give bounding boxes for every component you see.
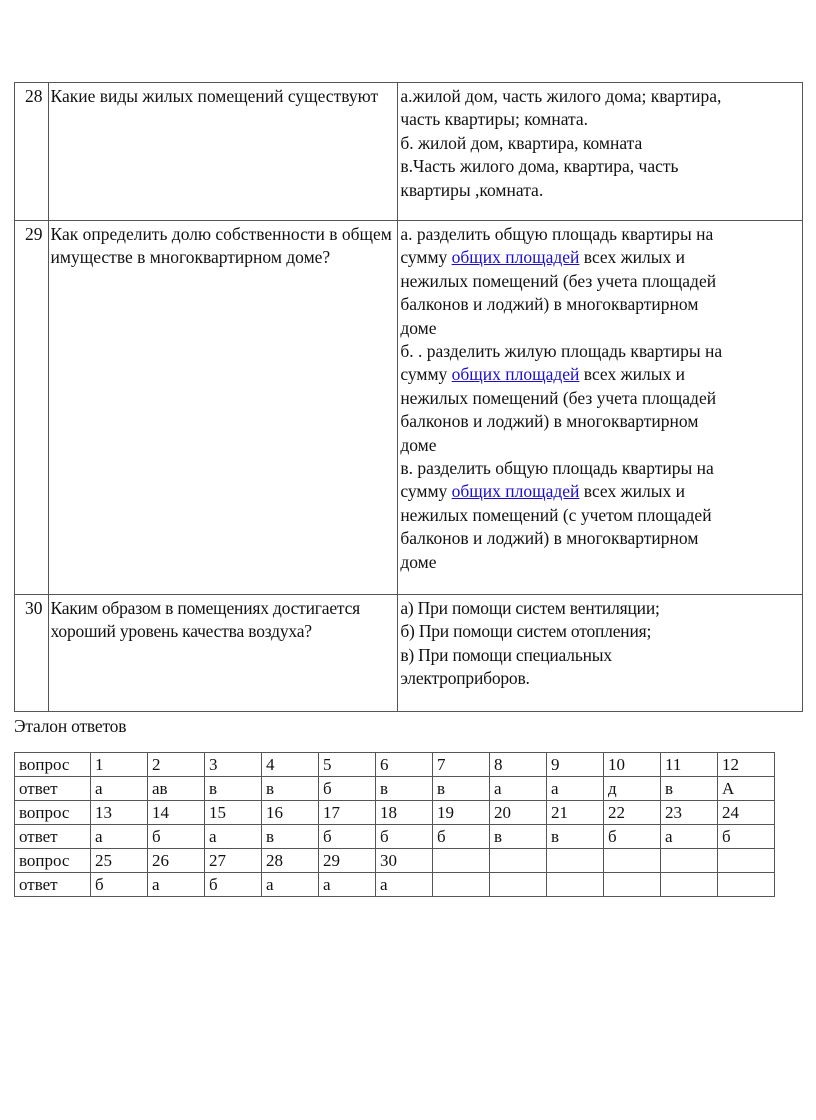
answer-key-cell: 14	[148, 801, 205, 825]
answer-key-cell: а	[661, 825, 718, 849]
answer-key-cell: д	[604, 777, 661, 801]
answer-key-cell: 1	[91, 753, 148, 777]
answer-key-cell: 8	[490, 753, 547, 777]
answer-key-cell: 18	[376, 801, 433, 825]
row-label: ответ	[15, 825, 91, 849]
answer-key-cell: б	[376, 825, 433, 849]
question-row-28	[15, 83, 803, 221]
answer-key-row	[15, 753, 775, 777]
question-number: 28	[15, 83, 49, 221]
answer-key-cell: 23	[661, 801, 718, 825]
answer-key-cell	[490, 873, 547, 897]
answer-line: электроприборов.	[400, 668, 530, 689]
option-b-line: доме	[400, 434, 437, 455]
answer-key-cell: 15	[205, 801, 262, 825]
answer-key-cell: 16	[262, 801, 319, 825]
answer-options	[398, 221, 803, 595]
answer-key-cell: в	[490, 825, 547, 849]
question-row-30	[15, 595, 803, 712]
text: всех жилых и	[579, 364, 686, 385]
answer-key-cell: б	[91, 873, 148, 897]
question-number: 30	[15, 595, 49, 712]
row-label: ответ	[15, 873, 91, 897]
option-c-line: доме	[400, 551, 437, 572]
answer-key-cell: б	[718, 825, 775, 849]
answer-key-cell: 4	[262, 753, 319, 777]
answer-key-cell: в	[547, 825, 604, 849]
answer-key-cell: А	[718, 777, 775, 801]
answer-key-cell: 12	[718, 753, 775, 777]
answer-line: в) При помощи специальных	[400, 644, 612, 665]
option-b-line: нежилых помещений (без учета площадей	[400, 387, 717, 408]
answer-key-cell: 20	[490, 801, 547, 825]
answer-options	[398, 83, 803, 221]
answer-key-row	[15, 873, 775, 897]
answer-key-cell: ав	[148, 777, 205, 801]
answer-key-cell: в	[661, 777, 718, 801]
option-c-line: нежилых помещений (с учетом площадей	[400, 504, 712, 525]
question-row-29	[15, 221, 803, 595]
answer-key-cell: а	[319, 873, 376, 897]
answer-key-cell: 2	[148, 753, 205, 777]
answer-key-cell: 10	[604, 753, 661, 777]
answer-key-cell: 5	[319, 753, 376, 777]
option-b-line	[400, 363, 800, 386]
answer-key-cell	[547, 873, 604, 897]
answer-key-cell: б	[319, 777, 376, 801]
option-c-line	[400, 480, 800, 503]
answer-key-cell: 7	[433, 753, 490, 777]
answer-line: б. жилой дом, квартира, комната	[400, 132, 643, 153]
answer-key-cell: а	[91, 777, 148, 801]
question-text: Какие виды жилых помещений существуют	[48, 83, 398, 221]
option-a-line: а. разделить общую площадь квартиры на	[400, 224, 714, 244]
answer-key-row	[15, 849, 775, 873]
answer-key-cell: в	[433, 777, 490, 801]
common-areas-link[interactable]: общих площадей	[451, 247, 580, 268]
answer-line: квартиры ,комната.	[400, 179, 544, 200]
answer-key-cell	[661, 873, 718, 897]
text: сумму	[400, 247, 452, 268]
answer-line: б) При помощи систем отопления;	[400, 621, 652, 642]
answer-key-cell: 30	[376, 849, 433, 873]
answer-line: часть квартиры; комната.	[400, 109, 589, 130]
answer-key-cell: 24	[718, 801, 775, 825]
answer-key-cell: 29	[319, 849, 376, 873]
answer-key-table	[14, 752, 775, 897]
answer-options	[398, 595, 803, 712]
answer-key-cell: б	[604, 825, 661, 849]
answer-key-cell: 21	[547, 801, 604, 825]
answer-key-cell	[718, 873, 775, 897]
answer-key-cell: а	[262, 873, 319, 897]
questions-table	[14, 82, 803, 712]
answer-key-cell: 3	[205, 753, 262, 777]
answer-key-cell	[433, 849, 490, 873]
answer-key-cell: 13	[91, 801, 148, 825]
answer-key-cell: 11	[661, 753, 718, 777]
answer-key-cell	[661, 849, 718, 873]
option-a-line: нежилых помещений (без учета площадей	[400, 270, 717, 291]
text: всех жилых и	[579, 481, 686, 502]
option-c-line: балконов и лоджий) в многоквартирном	[400, 528, 699, 549]
option-c-line: в. разделить общую площадь квартиры на	[400, 458, 714, 479]
answer-key-cell: 25	[91, 849, 148, 873]
text: сумму	[400, 364, 452, 385]
option-a-line: доме	[400, 317, 437, 338]
answer-key-cell	[604, 873, 661, 897]
question-number: 29	[15, 221, 49, 595]
answer-key-row	[15, 825, 775, 849]
text: всех жилых и	[579, 247, 686, 268]
answer-key-cell: а	[91, 825, 148, 849]
question-text: Каким образом в помещениях достигается хороший уровень качества воздуха?	[48, 595, 398, 712]
answer-line: а.жилой дом, часть жилого дома; квартира,	[400, 86, 722, 106]
answer-line: а) При помощи систем вентиляции;	[400, 598, 660, 618]
answer-key-cell: б	[319, 825, 376, 849]
answer-key-cell: 27	[205, 849, 262, 873]
answer-key-cell: б	[148, 825, 205, 849]
answer-key-cell: б	[433, 825, 490, 849]
answer-key-cell: б	[205, 873, 262, 897]
option-a-line	[400, 246, 800, 269]
answer-key-heading: Эталон ответов	[14, 716, 127, 736]
answer-key-cell: а	[376, 873, 433, 897]
answer-key-cell: 28	[262, 849, 319, 873]
row-label: вопрос	[15, 753, 91, 777]
answer-key-cell: а	[547, 777, 604, 801]
answer-key-cell: в	[376, 777, 433, 801]
answer-key-cell	[718, 849, 775, 873]
text: сумму	[400, 481, 452, 502]
answer-key-cell: а	[490, 777, 547, 801]
answer-key-cell	[547, 849, 604, 873]
answer-key-cell: 26	[148, 849, 205, 873]
answer-key-cell: а	[148, 873, 205, 897]
question-text: Как определить долю собственности в общем имуществе в многоквартирном доме?	[48, 221, 398, 595]
common-areas-link[interactable]: общих площадей	[451, 481, 580, 502]
answer-key-cell: в	[205, 777, 262, 801]
row-label: ответ	[15, 777, 91, 801]
answer-key-cell: в	[262, 777, 319, 801]
answer-key-cell: в	[262, 825, 319, 849]
answer-line: в.Часть жилого дома, квартира, часть	[400, 156, 679, 177]
answer-key-row	[15, 801, 775, 825]
common-areas-link[interactable]: общих площадей	[451, 364, 580, 385]
row-label: вопрос	[15, 849, 91, 873]
option-a-line: балконов и лоджий) в многоквартирном	[400, 294, 699, 315]
answer-key-cell: 9	[547, 753, 604, 777]
option-b-line: б. . разделить жилую площадь квартиры на	[400, 341, 723, 362]
answer-key-cell: 6	[376, 753, 433, 777]
answer-key-row	[15, 777, 775, 801]
answer-key-cell: 17	[319, 801, 376, 825]
answer-key-cell	[433, 873, 490, 897]
answer-key-cell: 22	[604, 801, 661, 825]
answer-key-cell: а	[205, 825, 262, 849]
answer-key-cell	[490, 849, 547, 873]
answer-key-cell	[604, 849, 661, 873]
answer-key-cell: 19	[433, 801, 490, 825]
option-b-line: балконов и лоджий) в многоквартирном	[400, 411, 699, 432]
row-label: вопрос	[15, 801, 91, 825]
